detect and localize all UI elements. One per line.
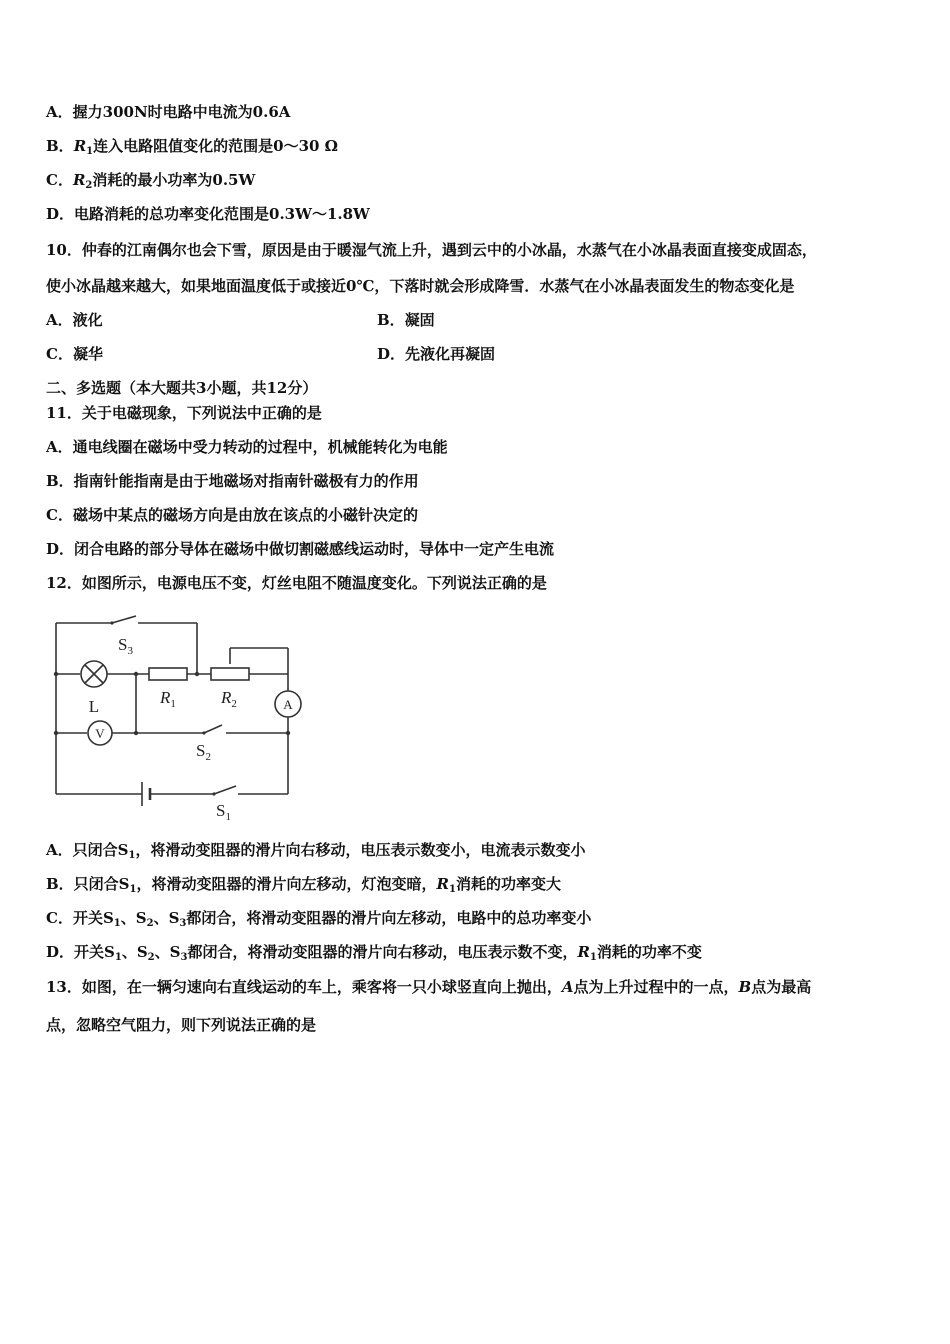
- switch-s2-blade: [204, 725, 222, 733]
- label-lamp: L: [88, 697, 100, 716]
- section-heading: 二、多选题（本大题共3小题，共12分）: [46, 379, 318, 397]
- label-voltmeter: V: [95, 726, 105, 741]
- q9-option-c: C．$R_2$消耗的最小功率为0.5W: [46, 171, 256, 191]
- q10-stem-line1: 10．仲春的江南偶尔也会下雪，原因是由于暖湿气流上升，遇到云中的小冰晶，水蒸气在小冰晶表面直接变成固态，: [46, 241, 817, 259]
- q9-option-a: A．握力300N时电路中电流为0.6A: [46, 103, 291, 121]
- label-ammeter: A: [283, 697, 293, 712]
- label-r2: $R_2$: [221, 688, 237, 710]
- label-s2: $S_2$: [196, 741, 211, 763]
- q10-stem-line2: 使小冰晶越来越大，如果地面温度低于或接近0℃，下落时就会形成降雪．水蒸气在小冰晶表面发生的物态变化是: [46, 277, 795, 295]
- q10-option-c: C．凝华: [46, 345, 103, 363]
- q12-option-d: D．开关$S_1$、$S_2$、$S_3$都闭合，将滑动变阻器的滑片向右移动，电压表示数不变，$R_1$消耗的功率不变: [46, 943, 702, 963]
- q10-option-b: B．凝固: [377, 311, 435, 329]
- switch-s1-blade: [214, 786, 236, 794]
- q9-option-b: B．$R_1$连入电路阻值变化的范围是0～30 Ω: [46, 137, 339, 157]
- rheostat-r2: [211, 668, 249, 680]
- q12-stem: 12．如图所示，电源电压不变，灯丝电阻不随温度变化。下列说法正确的是: [46, 574, 547, 592]
- label-r1: $R_1$: [160, 688, 176, 710]
- resistor-r1: [149, 668, 187, 680]
- q13-stem-line1: 13．如图，在一辆匀速向右直线运动的车上，乘客将一只小球竖直向上抛出，A点为上升过程中的一点，B点为最高: [46, 978, 812, 996]
- q9-option-d: D．电路消耗的总功率变化范围是0.3W～1.8W: [46, 205, 370, 223]
- q11-option-c: C．磁场中某点的磁场方向是由放在该点的小磁针决定的: [46, 506, 418, 524]
- q11-option-a: A．通电线圈在磁场中受力转动的过程中，机械能转化为电能: [46, 438, 448, 456]
- q12-option-a: A．只闭合$S_1$，将滑动变阻器的滑片向右移动，电压表示数变小，电流表示数变小: [46, 841, 586, 861]
- label-s1: $S_1$: [216, 801, 231, 823]
- q11-option-b: B．指南针能指南是由于地磁场对指南针磁极有力的作用: [46, 472, 419, 490]
- q12-option-b: B．只闭合$S_1$，将滑动变阻器的滑片向左移动，灯泡变暗，$R_1$消耗的功率变大: [46, 875, 561, 895]
- switch-s3-blade: [112, 616, 136, 623]
- q10-option-a: A．液化: [46, 311, 103, 329]
- q11-option-d: D．闭合电路的部分导体在磁场中做切割磁感线运动时，导体中一定产生电流: [46, 540, 555, 558]
- circuit-diagram: [44, 608, 304, 826]
- q11-stem: 11．关于电磁现象，下列说法中正确的是: [46, 404, 322, 422]
- q10-option-d: D．先液化再凝固: [377, 345, 496, 363]
- label-s3: $S_3$: [118, 635, 133, 657]
- q13-stem-line2: 点，忽略空气阻力，则下列说法正确的是: [46, 1016, 317, 1034]
- q12-option-c: C．开关$S_1$、$S_2$、$S_3$都闭合，将滑动变阻器的滑片向左移动，电路中的总功率变小: [46, 909, 592, 929]
